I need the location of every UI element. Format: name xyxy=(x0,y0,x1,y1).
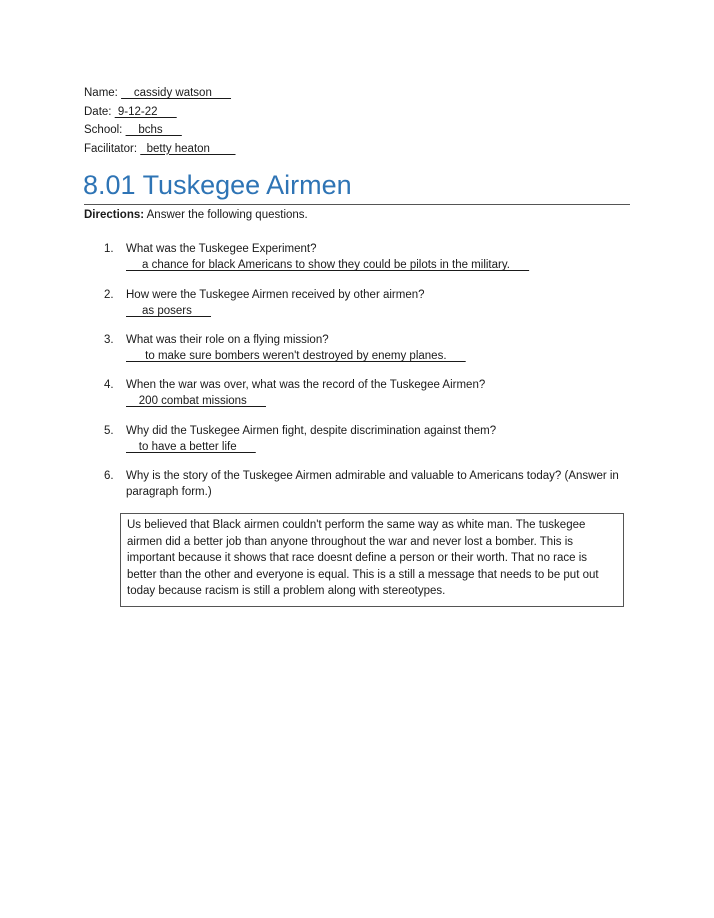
question-text: What was their role on a flying mission? xyxy=(126,334,329,346)
facilitator-label: Facilitator: xyxy=(84,142,138,155)
name-value[interactable]: cassidy watson xyxy=(121,87,232,99)
date-value[interactable]: 9-12-22 xyxy=(114,105,177,118)
question-text: How were the Tuskegee Airmen received by other airmen? xyxy=(126,289,425,301)
question-text: Why is the story of the Tuskegee Airmen admirable and valuable to Americans today? (Answer in paragraph form.) xyxy=(126,470,619,498)
student-info xyxy=(84,84,236,158)
answer-field[interactable]: to make sure bombers weren't destroyed by enemy planes. xyxy=(126,350,466,362)
title-divider xyxy=(84,204,630,205)
date-label: Date: xyxy=(84,105,112,118)
question-text: Why did the Tuskegee Airmen fight, despite discrimination against them? xyxy=(126,425,497,437)
question-1 xyxy=(104,241,634,273)
question-number: 3. xyxy=(104,334,114,346)
question-6 xyxy=(104,468,634,500)
answer-field[interactable]: a chance for black Americans to show they could be pilots in the military. xyxy=(126,259,530,271)
question-text: When the war was over, what was the record of the Tuskegee Airmen? xyxy=(126,379,486,391)
directions-label: Directions: xyxy=(84,209,145,221)
question-3 xyxy=(104,332,634,364)
question-4 xyxy=(104,377,634,409)
paragraph-answer-box[interactable]: Us believed that Black airmen couldn't perform the same way as white man. The tuskegee airmen did a better job than anyone throughout the war and never lost a bomber. This is important because it shows that race doesnt define a person or their worth. That no race is better than the other and everyone is equal. This is a still a message that needs to be put out today because racism is still a problem along with stereotypes. xyxy=(120,513,624,607)
facilitator-value[interactable]: betty heaton xyxy=(140,142,236,155)
facilitator-row xyxy=(84,140,236,159)
page-title: 8.01 Tuskegee Airmen xyxy=(83,170,352,200)
question-2 xyxy=(104,287,634,319)
answer-field[interactable]: to have a better life xyxy=(126,441,256,453)
question-number: 2. xyxy=(104,289,114,301)
question-number: 1. xyxy=(104,243,114,255)
name-label: Name: xyxy=(84,87,118,99)
directions xyxy=(84,207,308,223)
question-number: 4. xyxy=(104,379,114,391)
answer-field[interactable]: as posers xyxy=(126,305,212,317)
school-label: School: xyxy=(84,124,123,136)
answer-field[interactable]: 200 combat missions xyxy=(126,395,266,407)
question-5 xyxy=(104,423,634,455)
question-number: 5. xyxy=(104,425,114,437)
question-number: 6. xyxy=(104,470,114,482)
name-row xyxy=(84,84,236,103)
directions-text: Answer the following questions. xyxy=(146,209,308,221)
school-row xyxy=(84,121,236,140)
date-row xyxy=(84,103,236,122)
school-value[interactable]: bchs xyxy=(125,124,182,136)
question-text: What was the Tuskegee Experiment? xyxy=(126,243,317,255)
